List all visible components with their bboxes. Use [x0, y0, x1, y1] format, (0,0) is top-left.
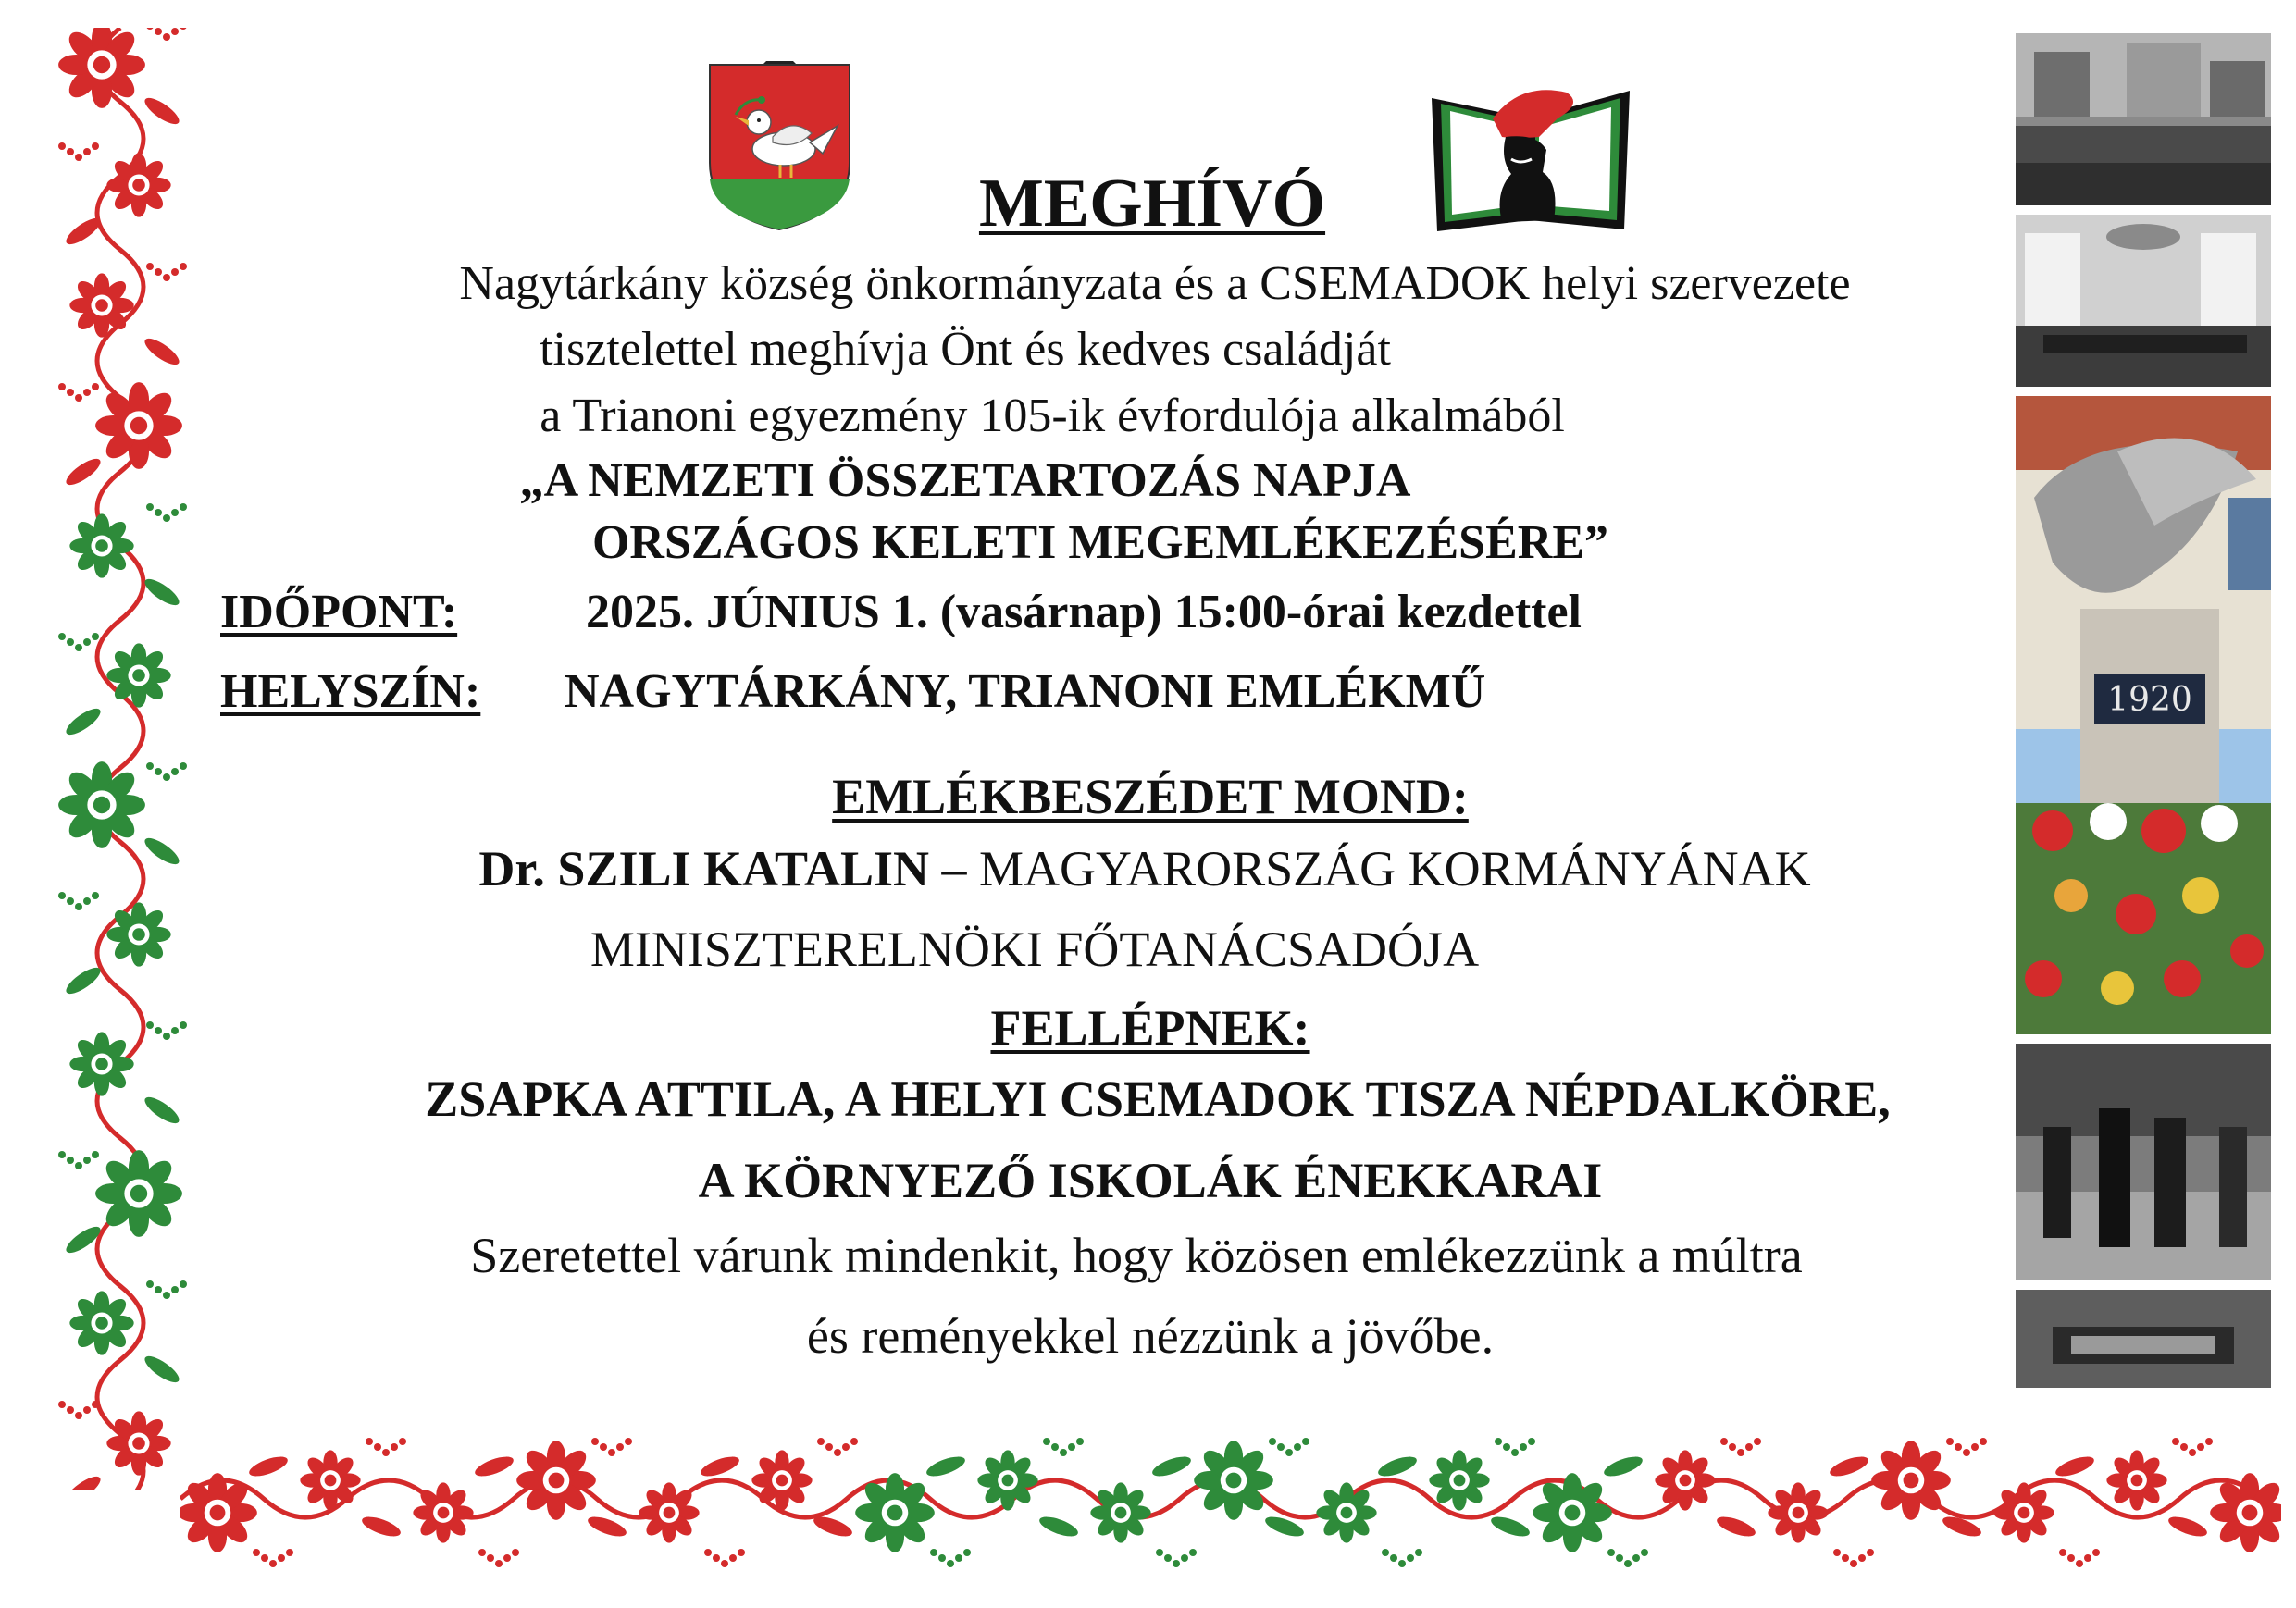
- ornament-dot: [180, 263, 187, 270]
- closing-line-2: és reményekkel nézzünk a jövőbe.: [806, 1308, 1495, 1364]
- ornament-dot: [487, 1554, 494, 1562]
- ornament-dot: [163, 274, 170, 281]
- ornament-leaf: [699, 1453, 742, 1480]
- ornament-dot: [1528, 1438, 1535, 1445]
- ornament-leaf: [1376, 1453, 1420, 1480]
- ornament-leaf: [142, 334, 183, 369]
- ornament-dot: [92, 892, 99, 899]
- ornament-dot: [180, 28, 187, 30]
- ornament-dot: [374, 1443, 381, 1451]
- ornament-dot: [1867, 1549, 1874, 1556]
- ornament-leaf: [142, 834, 183, 869]
- ornament-dot: [83, 1406, 91, 1414]
- intro-line-1: Nagytárkány község önkormányzata és a CSEMADOK helyi szervezete: [459, 257, 1851, 310]
- ornament-dot: [155, 268, 162, 276]
- ornament-dot: [92, 1151, 99, 1158]
- ornament-dot: [269, 1560, 277, 1567]
- left-border-flower-icon: [95, 1150, 182, 1237]
- ornament-dot: [1407, 1554, 1414, 1562]
- place-label: HELYSZÍN:: [220, 665, 481, 718]
- event-time-row: [220, 585, 1582, 639]
- bottom-border-flower-icon: [751, 1450, 812, 1510]
- ornament-dot: [825, 1443, 833, 1451]
- bottom-border-flower-icon: [1871, 1441, 1951, 1520]
- ornament-dot: [58, 892, 66, 899]
- ornament-dot: [608, 1449, 615, 1456]
- speaker-line: [230, 840, 2060, 897]
- ornament-dot: [155, 1286, 162, 1293]
- ornament-dot: [261, 1554, 268, 1562]
- ornament-dot: [92, 633, 99, 640]
- ornament-dot: [1382, 1549, 1389, 1556]
- bottom-floral-border: [180, 1406, 2281, 1591]
- ornament-dot: [75, 154, 82, 161]
- ornament-dot: [180, 1021, 187, 1029]
- ornament-dot: [92, 142, 99, 150]
- left-border-flower-icon: [69, 273, 133, 337]
- ornament-leaf: [2054, 1453, 2097, 1480]
- ornament-dot: [512, 1549, 519, 1556]
- ornament-dot: [704, 1549, 712, 1556]
- bottom-border-flower-icon: [516, 1441, 596, 1520]
- ornament-dot: [75, 1412, 82, 1419]
- event-place-row: [220, 664, 1485, 719]
- ornament-dot: [67, 389, 74, 396]
- ornament-dot: [2205, 1438, 2213, 1445]
- ornament-dot: [146, 1280, 154, 1288]
- ornament-dot: [1302, 1438, 1309, 1445]
- performers-line-2: A KÖRNYEZŐ ISKOLÁK ÉNEKKARAI: [698, 1153, 1603, 1208]
- ornament-leaf: [473, 1453, 516, 1480]
- ornament-leaf: [142, 1352, 183, 1387]
- ornament-dot: [155, 768, 162, 775]
- ornament-dot: [1156, 1549, 1163, 1556]
- ornament-leaf: [63, 1472, 105, 1490]
- bottom-border-flower-icon: [1993, 1482, 2054, 1542]
- ornament-dot: [834, 1449, 841, 1456]
- ornament-leaf: [1037, 1513, 1081, 1540]
- ornament-dot: [67, 1406, 74, 1414]
- left-vine-stem: [97, 28, 143, 1490]
- bottom-border-flower-icon: [1316, 1482, 1376, 1542]
- ornament-leaf: [2166, 1513, 2210, 1540]
- bottom-border-flower-icon: [1429, 1450, 1489, 1510]
- time-value: 2025. JÚNIUS 1. (vasárnap) 15:00-órai kezdettel: [586, 586, 1582, 638]
- ornament-leaf: [63, 963, 105, 998]
- crowd-square-photo: [2016, 33, 2271, 205]
- ornament-dot: [938, 1554, 946, 1562]
- ornament-dot: [83, 389, 91, 396]
- ornament-dot: [1076, 1438, 1084, 1445]
- ornament-dot: [817, 1438, 825, 1445]
- ornament-dot: [1624, 1560, 1632, 1567]
- ornament-dot: [2059, 1549, 2066, 1556]
- left-border-flower-icon: [106, 902, 170, 966]
- ornament-dot: [2092, 1549, 2100, 1556]
- ornament-dot: [713, 1554, 720, 1562]
- ornament-dot: [1520, 1443, 1527, 1451]
- ornament-dot: [155, 1027, 162, 1034]
- ornament-dot: [399, 1438, 406, 1445]
- ornament-dot: [171, 268, 179, 276]
- ornament-dot: [1269, 1438, 1276, 1445]
- bottom-border-flower-icon: [1533, 1473, 1612, 1552]
- ornament-dot: [155, 509, 162, 516]
- ornament-dot: [963, 1549, 971, 1556]
- ornament-dot: [58, 1151, 66, 1158]
- ornament-leaf: [142, 575, 183, 610]
- ornament-dot: [1164, 1554, 1172, 1562]
- left-border-flower-icon: [69, 513, 133, 577]
- ornament-dot: [163, 1292, 170, 1299]
- bottom-border-flower-icon: [639, 1482, 699, 1542]
- ornament-leaf: [586, 1513, 629, 1540]
- bottom-border-flower-icon: [413, 1482, 473, 1542]
- speaker-name: Dr. SZILI KATALIN: [478, 841, 930, 897]
- time-label: IDŐPONT:: [220, 586, 458, 638]
- performers-line-1: ZSAPKA ATTILA, A HELYI CSEMADOK TISZA NÉPDALKÖRE,: [425, 1071, 1891, 1127]
- ornament-dot: [2180, 1443, 2188, 1451]
- bottom-border-flower-icon: [1655, 1450, 1715, 1510]
- ornament-dot: [58, 633, 66, 640]
- performers-heading-row: [230, 999, 2071, 1057]
- ornament-dot: [1729, 1443, 1736, 1451]
- ornament-dot: [171, 28, 179, 35]
- ornament-dot: [1277, 1443, 1285, 1451]
- ornament-dot: [2084, 1554, 2091, 1562]
- ornament-dot: [83, 1157, 91, 1164]
- ornament-dot: [1189, 1549, 1197, 1556]
- ornament-dot: [146, 1021, 154, 1029]
- ornament-dot: [366, 1438, 373, 1445]
- ornament-dot: [75, 903, 82, 910]
- ornament-dot: [1833, 1549, 1841, 1556]
- ornament-dot: [495, 1560, 503, 1567]
- ornament-dot: [503, 1554, 511, 1562]
- ornament-dot: [58, 1401, 66, 1408]
- ornament-leaf: [247, 1453, 291, 1480]
- ornament-leaf: [142, 93, 183, 129]
- ornament-leaf: [360, 1513, 403, 1540]
- ornament-leaf: [63, 214, 105, 249]
- ornament-dot: [67, 148, 74, 155]
- ornament-dot: [1980, 1438, 1987, 1445]
- ornament-leaf: [925, 1453, 968, 1480]
- intro-line-2: tisztelettel meghívja Önt és kedves családját: [540, 323, 1391, 376]
- left-border-flower-icon: [69, 1032, 133, 1095]
- bottom-border-flower-icon: [855, 1473, 935, 1552]
- ornament-dot: [616, 1443, 624, 1451]
- ornament-dot: [1632, 1554, 1640, 1562]
- ornament-dot: [721, 1560, 728, 1567]
- ornament-dot: [930, 1549, 937, 1556]
- ornament-dot: [67, 1157, 74, 1164]
- ornament-dot: [67, 897, 74, 905]
- ornament-dot: [2172, 1438, 2179, 1445]
- ornament-dot: [1607, 1549, 1615, 1556]
- ornament-dot: [1971, 1443, 1979, 1451]
- ornament-dot: [163, 1033, 170, 1040]
- closing-line-1: Szeretettel várunk mindenkit, hogy közösen emlékezzünk a múltra: [470, 1228, 1803, 1283]
- ornament-dot: [1051, 1443, 1059, 1451]
- ornament-dot: [171, 768, 179, 775]
- ornament-dot: [955, 1554, 962, 1562]
- ornament-dot: [2067, 1554, 2075, 1562]
- bottom-border-flower-icon: [300, 1450, 360, 1510]
- ornament-dot: [1720, 1438, 1728, 1445]
- ornament-dot: [92, 383, 99, 390]
- ornament-dot: [75, 394, 82, 402]
- ornament-dot: [1850, 1560, 1857, 1567]
- ornament-leaf: [63, 704, 105, 739]
- event-name-line-1: „A NEMZETI ÖSSZETARTOZÁS NAPJA: [519, 454, 1411, 507]
- ornament-dot: [1754, 1438, 1761, 1445]
- bottom-border-flower-icon: [1194, 1441, 1273, 1520]
- ornament-dot: [163, 773, 170, 781]
- place-value: NAGYTÁRKÁNY, TRIANONI EMLÉKMŰ: [565, 665, 1486, 718]
- ornament-leaf: [1715, 1513, 1758, 1540]
- ornament-dot: [253, 1549, 260, 1556]
- ornament-dot: [729, 1554, 737, 1562]
- left-border-flower-icon: [106, 1411, 170, 1475]
- ornament-dot: [163, 514, 170, 522]
- bottom-border-flower-icon: [1768, 1482, 1828, 1542]
- speech-heading-row: [230, 768, 2071, 825]
- ornament-dot: [1495, 1438, 1502, 1445]
- ornament-dot: [171, 1027, 179, 1034]
- bottom-border-flower-icon: [977, 1450, 1037, 1510]
- ornament-dot: [92, 1401, 99, 1408]
- ornament-dot: [1963, 1449, 1970, 1456]
- ornament-dot: [1858, 1554, 1866, 1562]
- bottom-border-flower-icon: [1090, 1482, 1150, 1542]
- ornament-dot: [58, 142, 66, 150]
- ornament-dot: [75, 644, 82, 651]
- left-border-flower-icon: [58, 28, 145, 108]
- left-border-flower-icon: [106, 153, 170, 216]
- ornament-dot: [180, 503, 187, 511]
- bottom-border-flower-icon: [180, 1473, 257, 1552]
- bottom-border-flower-icon: [2106, 1450, 2166, 1510]
- ornament-dot: [850, 1438, 858, 1445]
- left-border-flower-icon: [58, 761, 145, 848]
- event-name-line-2: ORSZÁGOS KELETI MEGEMLÉKEZÉSÉRE”: [591, 516, 1609, 569]
- ornament-dot: [67, 638, 74, 646]
- ornament-dot: [163, 33, 170, 41]
- ornament-dot: [1737, 1449, 1744, 1456]
- speaker-role-1: – MAGYARORSZÁG KORMÁNYÁNAK: [929, 841, 1811, 897]
- ornament-dot: [1415, 1549, 1422, 1556]
- speaker-role-2: MINISZTERELNÖKI FŐTANÁCSADÓJA: [590, 922, 1480, 977]
- left-floral-border: [28, 28, 213, 1490]
- ornament-dot: [146, 263, 154, 270]
- ornament-leaf: [1489, 1513, 1533, 1540]
- ornament-dot: [382, 1449, 390, 1456]
- ornament-dot: [478, 1549, 486, 1556]
- ornament-dot: [842, 1443, 850, 1451]
- ornament-dot: [1294, 1443, 1301, 1451]
- intro-line-3: a Trianoni egyezmény 105-ik évfordulója alkalmából: [540, 390, 1565, 442]
- ornament-dot: [1043, 1438, 1050, 1445]
- monument-year-label: 1920: [2107, 681, 2192, 719]
- left-border-flower-icon: [69, 1291, 133, 1354]
- ornament-dot: [2197, 1443, 2204, 1451]
- ornament-dot: [180, 762, 187, 770]
- ornament-dot: [1511, 1449, 1519, 1456]
- ornament-dot: [2076, 1560, 2083, 1567]
- ornament-dot: [2189, 1449, 2196, 1456]
- ornament-dot: [947, 1560, 954, 1567]
- ornament-leaf: [1602, 1453, 1645, 1480]
- ornament-dot: [600, 1443, 607, 1451]
- bottom-border-flower-icon: [2210, 1473, 2281, 1552]
- ornament-dot: [1503, 1443, 1510, 1451]
- ornament-dot: [1060, 1449, 1067, 1456]
- ornament-dot: [1641, 1549, 1648, 1556]
- ornament-dot: [146, 762, 154, 770]
- ornament-dot: [58, 383, 66, 390]
- ornament-leaf: [142, 1093, 183, 1128]
- ornament-leaf: [1150, 1453, 1194, 1480]
- ornament-dot: [1745, 1443, 1753, 1451]
- ornament-dot: [1946, 1438, 1954, 1445]
- coat-of-arms-dove-icon: [708, 61, 851, 232]
- ornament-dot: [1842, 1554, 1849, 1562]
- left-border-flower-icon: [95, 382, 182, 469]
- ornament-dot: [83, 897, 91, 905]
- ornament-dot: [83, 148, 91, 155]
- ornament-dot: [278, 1554, 285, 1562]
- ornament-dot: [1955, 1443, 1962, 1451]
- ornament-dot: [75, 1162, 82, 1169]
- invitation-title: MEGHÍVÓ: [978, 166, 1326, 241]
- ornament-dot: [391, 1443, 398, 1451]
- ornament-dot: [286, 1549, 293, 1556]
- ornament-dot: [625, 1438, 632, 1445]
- ornament-dot: [1173, 1560, 1180, 1567]
- ornament-dot: [1390, 1554, 1397, 1562]
- ornament-dot: [1181, 1554, 1188, 1562]
- ornament-dot: [146, 503, 154, 511]
- ornament-dot: [1616, 1554, 1623, 1562]
- ornament-dot: [146, 28, 154, 30]
- left-border-flower-icon: [106, 643, 170, 707]
- ornament-dot: [155, 28, 162, 35]
- ornament-leaf: [2279, 1453, 2281, 1480]
- ornament-dot: [738, 1549, 745, 1556]
- ornament-dot: [180, 1280, 187, 1288]
- ornament-dot: [171, 1286, 179, 1293]
- speech-heading: EMLÉKBESZÉDET MOND:: [832, 769, 1469, 824]
- csemadok-book-icon: [1428, 81, 1633, 234]
- ornament-dot: [1398, 1560, 1406, 1567]
- ornament-dot: [171, 509, 179, 516]
- ornament-dot: [591, 1438, 599, 1445]
- ornament-leaf: [1828, 1453, 1871, 1480]
- ornament-dot: [1285, 1449, 1293, 1456]
- ornament-leaf: [63, 454, 105, 489]
- ornament-dot: [83, 638, 91, 646]
- trianon-monument-photo: [2016, 396, 2271, 1034]
- performers-heading: FELLÉPNEK:: [990, 1000, 1310, 1056]
- ornament-dot: [1068, 1443, 1075, 1451]
